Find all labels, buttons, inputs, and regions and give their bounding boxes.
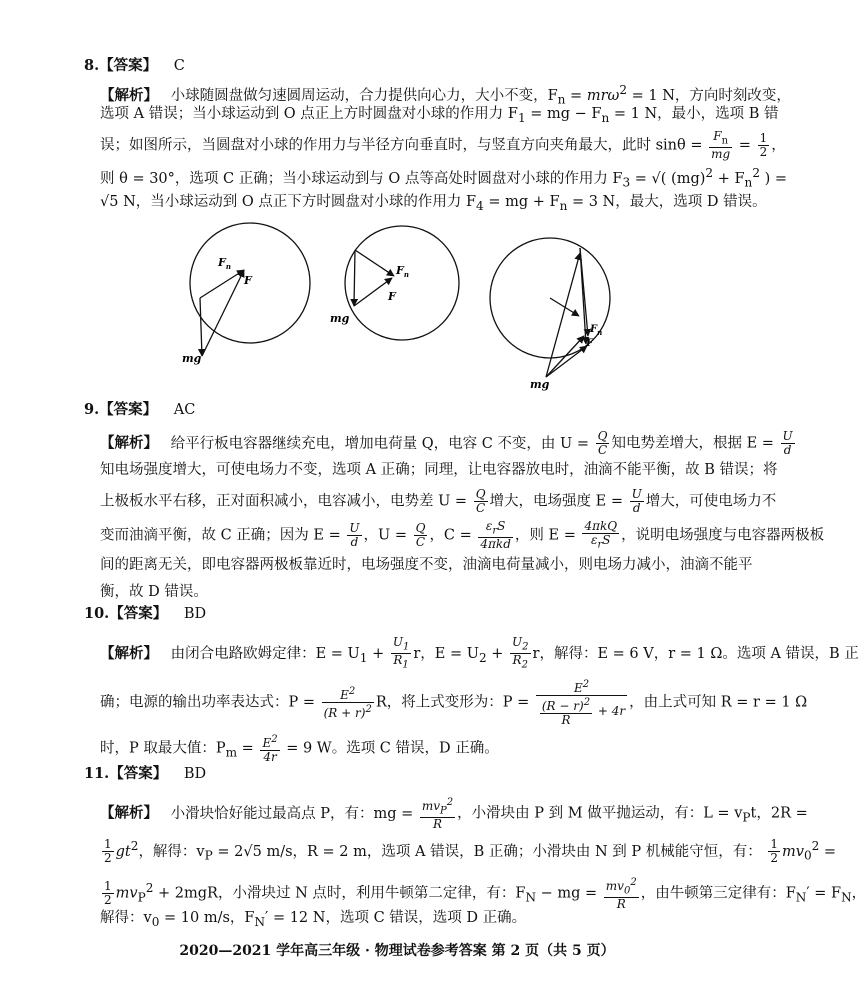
q11-analysis-line-3: $\frac{1}{2}$ $mv_P^2 + 2mgR$，小滑块过 N 点时，利用牛顿第二定律，有：$F_N$ − mg = $\frac{mv_0^2}{R}$ ，由牛顿第三定律有：$F_N' = F_N$， xyxy=(104,877,866,912)
f-label: F xyxy=(244,274,252,287)
q9-analysis-line-3: 上极板水平右移，正对面积减小，电容减小，电势差 U = $\frac{Q}{C}$ 增大，电场强度 E = $\frac{U}{d}$ 增大，可使电场力不 xyxy=(100,487,777,515)
answer-label: 11.【答案】 xyxy=(84,765,168,782)
q10-analysis-line-2: 确；电源的输出功率表达式：P = $\frac{E^2}{(R + r)^2}$ R，将上式变形为：P = $E^2$ $\frac{(R - r)^2}{R}$ + 4r ，由上式可知 R = r = 1 Ω xyxy=(100,679,808,727)
mg-label: mg xyxy=(530,378,550,391)
diagram-1 xyxy=(182,223,310,365)
q9-analysis-line-6: 衡，故 D 错误。 xyxy=(100,584,208,600)
q10-answer-line xyxy=(84,604,206,624)
q8-analysis-line-4: 则 θ = 30°，选项 C 正确；当小球运动到与 O 点等高处时圆盘对小球的作用力 $F_3$ = √( $(mg)^2 + F_n^2$ ) = xyxy=(100,166,788,190)
q9-answer-line xyxy=(84,400,195,420)
analysis-label: 【解析】 xyxy=(100,86,158,104)
answer-label: 10.【答案】 xyxy=(84,605,168,622)
q10-analysis-line-3: 时，P 取最大值：$P_m$ = $\frac{E^2}{4r}$ = 9 W。选项 C 错误，D 正确。 xyxy=(100,734,499,764)
q11-analysis-line-2: $\frac{1}{2}$ $gt^2$，解得：$v_P = 2√5$ m/s，R = 2 m，选项 A 错误，B 正确；小滑块由 N 到 P 机械能守恒，有： $\frac{1}{2}$ $mv_0^2$ = xyxy=(104,837,837,866)
f-label: F xyxy=(388,290,396,303)
q11-analysis-line-4: 解得：$v_0 = 10$ m/s，$F_N' = 12$ N，选项 C 错误，选项 D 正确。 xyxy=(100,910,527,929)
q8-answer-line xyxy=(84,56,185,76)
q8-analysis-line-3: 误；如图所示，当圆盘对小球的作用力与半径方向垂直时，与竖直方向夹角最大，此时 sinθ = $\frac{F_n}{mg}$ = $\frac{1}{2}$ ， xyxy=(100,129,786,162)
fn-label: $F_n$ xyxy=(218,256,231,271)
answer-value: C xyxy=(173,58,185,74)
f-label: F xyxy=(586,338,594,349)
mg-label: mg xyxy=(330,312,350,325)
q9-analysis-line-1: 【解析】 给平行板电容器继续充电，增加电荷量 Q，电容 C 不变，由 U = $\frac{Q}{C}$ 知电势差增大，根据 E = $\frac{U}{d}$ xyxy=(100,429,793,457)
q8-analysis-line-2: 选项 A 错误；当小球运动到 O 点正上方时圆盘对小球的作用力 $F_1$ = mg − $F_n = 1$ N，最小，选项 B 错 xyxy=(100,106,779,125)
page-footer: 2020—2021 学年高三年级 · 物理试卷参考答案 第 2 页（共 5 页） xyxy=(179,943,615,959)
q8-analysis-line-1: 【解析】 小球随圆盘做匀速圆周运动，合力提供向心力，大小不变，$F_n = mr\omega^2 = 1$ N，方向时刻改变， xyxy=(100,83,791,107)
q11-answer-line xyxy=(84,764,206,784)
disk-circle-2 xyxy=(345,226,459,340)
answer-value: BD xyxy=(183,606,207,622)
answer-value: BD xyxy=(183,766,207,782)
answer-label: 8.【答案】 xyxy=(84,57,158,74)
fn-label: $F_n$ xyxy=(590,324,603,337)
diagram-3 xyxy=(490,238,610,391)
analysis-label: 【解析】 xyxy=(100,804,158,822)
diagram-2 xyxy=(330,226,459,340)
answer-value: AC xyxy=(173,402,196,418)
q10-analysis-line-1: 【解析】 由闭合电路欧姆定律：$E = U_1$ + $\frac{U_1}{R_1}$ r，$E = U_2$ + $\frac{U_2}{R_2}$ r，解得：E = 6 V，r = 1 Ω。选项 A 错误，B 正 xyxy=(100,635,859,671)
mg-label: mg xyxy=(182,352,202,365)
fn-label: $F_n$ xyxy=(396,264,409,279)
q11-analysis-line-1: 【解析】 小滑块恰好能过最高点 P，有：mg = $\frac{mv_P^2}{R}$ ，小滑块由 P 到 M 做平抛运动，有：$L = v_Pt$，2R = xyxy=(100,797,808,832)
analysis-label: 【解析】 xyxy=(100,434,158,452)
q9-analysis-line-2: 知电场强度增大，可使电场力不变，选项 A 正确；同理，让电容器放电时，油滴不能平衡，故 B 错误；将 xyxy=(100,462,778,478)
q9-analysis-line-4: 变而油滴平衡，故 C 正确；因为 E = $\frac{U}{d}$ ，U = $\frac{Q}{C}$ ，C = $\frac{\varepsilon_rS}{\text{4πkd}}$ ，则 E = $\frac{\text{4πkQ}}{\varepsilon_rS}$ ，说明电场强度与电容器两极板 xyxy=(100,519,825,552)
fraction: $\frac{1}{2}$ xyxy=(759,131,768,160)
q8-analysis-line-5: √5 N，当小球运动到 O 点正下方时圆盘对小球的作用力 $F_4$ = mg + $F_n = 3$ N，最大，选项 D 错误。 xyxy=(100,194,767,213)
fraction: $\frac{F_n}{mg}$ xyxy=(711,129,731,162)
q9-analysis-line-5: 间的距离无关，即电容器两极板靠近时，电场强度不变，油滴电荷量减小，则电场力减小，油滴不能平 xyxy=(100,557,753,573)
analysis-label: 【解析】 xyxy=(100,644,158,662)
force-diagram-figure xyxy=(180,218,620,396)
answer-label: 9.【答案】 xyxy=(84,401,158,418)
